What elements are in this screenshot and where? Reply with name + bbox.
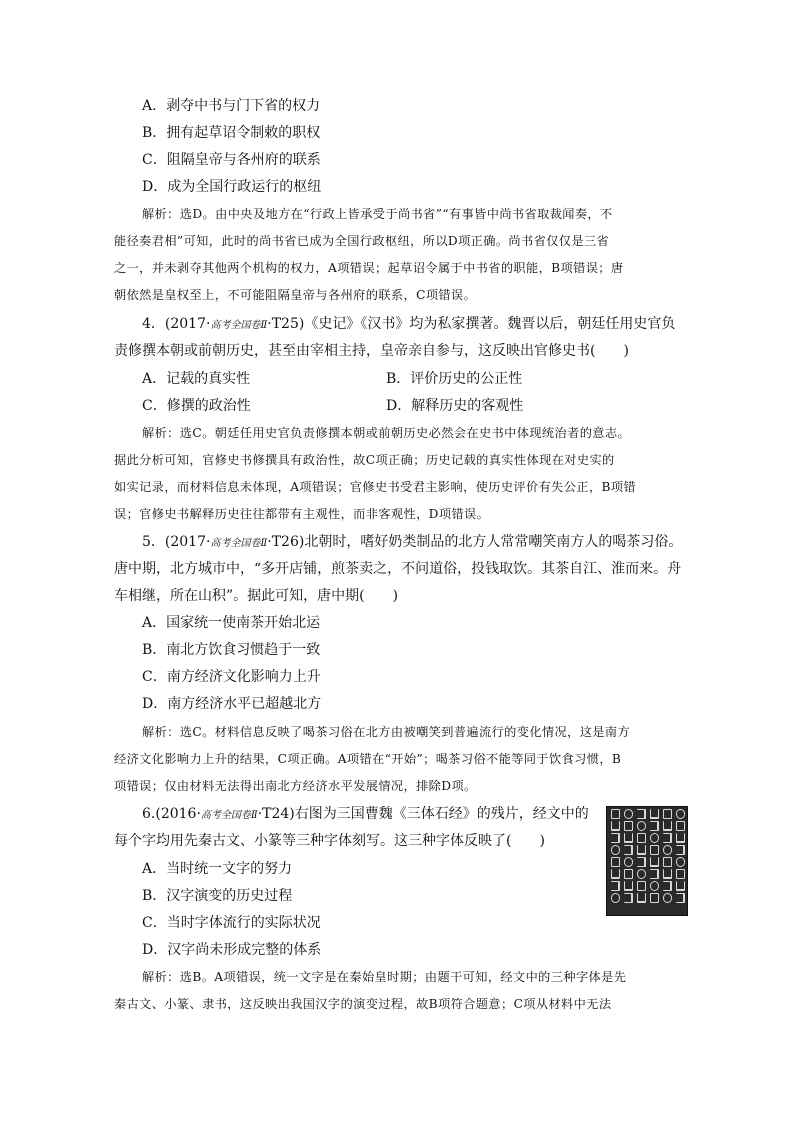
q5-option-d: D．南方经济水平已超越北方 [142,696,322,712]
rubbing-glyph [611,893,620,903]
q6-option-c: C．当时字体流行的实际状况 [142,915,321,931]
rubbing-glyph [663,893,672,903]
q4-analysis-line: 解析：选C。朝廷任用史官负责修撰本朝或前朝历史必然会在史书中体现统治者的意志。 [142,426,631,440]
q5-analysis-line: 经济文化影响力上升的结果，C项正确。A项错在“开始”；喝茶习俗不能等同于饮食习惯，B [114,752,622,766]
rubbing-glyph [624,857,633,867]
q6-option-d: D．汉字尚未形成完整的体系 [142,942,322,958]
q5-option-c: C．南方经济文化影响力上升 [142,669,321,685]
rubbing-glyph [637,845,646,855]
q3-option-a: A．剥夺中书与门下省的权力 [142,98,321,114]
rubbing-glyph [650,833,659,843]
q6-option-a: A．当时统一文字的努力 [142,861,293,877]
rubbing-glyph [650,809,659,819]
rubbing-glyph-column [662,809,673,903]
q3-analysis-line: 能径奏君相”可知，此时的尚书省已成为全国行政枢纽，所以D项正确。尚书省仅仅是三省 [114,234,610,248]
q6-option-b: B．汉字演变的历史过程 [142,888,293,904]
rubbing-glyph [676,857,685,867]
q5-stem-line: 车相继，所在山积”。据此可知，唐中期( ) [114,588,399,604]
rubbing-glyph [637,869,646,879]
rubbing-glyph [611,869,620,879]
rubbing-glyph-column [636,809,647,903]
rubbing-glyph [637,821,646,831]
rubbing-glyph [611,881,620,891]
rubbing-glyph [650,869,659,879]
rubbing-glyph [676,809,685,819]
rubbing-glyph [611,809,620,819]
q3-option-d: D．成为全国行政运行的枢纽 [142,179,322,195]
rubbing-glyph [676,833,685,843]
rubbing-glyph [650,821,659,831]
q4-option-c: C．修撰的政治性 [142,398,251,414]
question-number: 4．(2017· [142,316,211,332]
rubbing-glyph [663,833,672,843]
rubbing-glyph [624,833,633,843]
q4-stem-line: 责修撰本朝或前朝历史，甚至由宰相主持，皇帝亲自参与，这反映出官修史书( ) [114,343,629,359]
q5-analysis-line: 项错误；仅由材料无法得出南北方经济水平发展情况，排除D项。 [114,779,477,793]
rubbing-glyph [663,809,672,819]
q3-analysis-line: 朝依然是皇权至上，不可能阻隔皇帝与各州府的联系，C项错误。 [114,288,477,302]
rubbing-glyph [637,857,646,867]
question-number: 6.(2016· [142,806,201,822]
rubbing-glyph [611,857,620,867]
rubbing-glyph [663,869,672,879]
q3-option-b: B．拥有起草诏令制敕的职权 [142,125,321,141]
q5-stem-line: 唐中期，北方城市中，“多开店铺，煎茶卖之，不问道俗，投钱取饮。其茶自江、淮而来。舟 [114,561,682,577]
rubbing-glyph [624,869,633,879]
rubbing-glyph [637,893,646,903]
q6-analysis-line: 解析：选B。A项错误，统一文字是在秦始皇时期；由题干可知，经文中的三种字体是先 [142,970,627,984]
rubbing-glyph [676,869,685,879]
q4-option-d: D．解释历史的客观性 [386,398,524,414]
q6-stem-text: ·T24)右图为三国曹魏《三体石经》的残片，经文中的 [257,806,589,822]
q4-stem [142,314,675,336]
rubbing-glyph [637,881,646,891]
q4-option-a: A．记载的真实性 [142,371,251,387]
q5-analysis-line: 解析：选C。材料信息反映了喝茶习俗在北方由被嘲笑到普遍流行的变化情况，这是南方 [142,725,631,739]
rubbing-glyph [663,881,672,891]
stone-classic-rubbing-image [606,806,688,916]
rubbing-glyph [663,845,672,855]
q6-stem-line: 每个字均用先秦古文、小篆等三种字体刻写。这三种字体反映了( ) [114,833,545,849]
rubbing-glyph [663,857,672,867]
q3-analysis-line: 之一，并未剥夺其他两个机构的权力，A项错误；起草诏令属于中书省的职能，B项错误；唐 [114,261,624,275]
rubbing-glyph [676,845,685,855]
rubbing-glyph [624,821,633,831]
rubbing-glyph-column [610,809,621,903]
q5-option-b: B．南北方饮食习惯趋于一致 [142,642,321,658]
q4-analysis-line: 误；官修史书解释历史往往都带有主观性，而非客观性，D项错误。 [114,507,490,521]
q5-option-a: A．国家统一使南茶开始北运 [142,615,321,631]
rubbing-glyph [637,833,646,843]
rubbing-glyph [676,821,685,831]
rubbing-glyph [624,893,633,903]
rubbing-glyph-column [623,809,634,903]
rubbing-glyph [650,857,659,867]
q4-analysis-line: 如实记录，而材料信息未体现，A项错误；官修史书受君主影响，使历史评价有失公正，B项错 [114,480,637,494]
rubbing-glyph [676,893,685,903]
rubbing-glyph [650,845,659,855]
rubbing-glyph [650,881,659,891]
rubbing-glyph [624,809,633,819]
q6-analysis-line: 秦古文、小篆、隶书，这反映出我国汉字的演变过程，故B项符合题意；C项从材料中无法 [114,997,612,1011]
question-source: 高考全国卷Ⅱ [200,810,258,821]
question-source: 高考全国卷Ⅱ [210,320,268,331]
q5-stem-text: ·T26)北朝时，嗜好奶类制品的北方人常常嘲笑南方人的喝茶习俗。 [267,534,683,550]
question-source: 高考全国卷Ⅱ [210,538,268,549]
rubbing-glyph [624,881,633,891]
rubbing-glyph [650,893,659,903]
rubbing-glyph [637,809,646,819]
q5-stem [142,532,682,554]
q6-stem [142,804,589,826]
rubbing-glyph [624,845,633,855]
rubbing-glyph [611,833,620,843]
rubbing-glyph-column [675,809,686,903]
q3-option-c: C．阻隔皇帝与各州府的联系 [142,152,321,168]
rubbing-glyph [663,821,672,831]
rubbing-glyph [611,845,620,855]
q4-option-b: B．评价历史的公正性 [386,371,523,387]
rubbing-glyph [676,881,685,891]
question-number: 5．(2017· [142,534,211,550]
q4-analysis-line: 据此分析可知，官修史书修撰具有政治性，故C项正确；历史记载的真实性体现在对史实的 [114,453,615,467]
rubbing-glyph-column [649,809,660,903]
q3-analysis-line: 解析：选D。由中央及地方在“行政上皆承受于尚书省”“有事皆中尚书省取裁闻奏，不 [142,207,613,221]
rubbing-glyph [611,821,620,831]
q4-stem-text: ·T25)《史记》《汉书》均为私家撰著。魏晋以后，朝廷任用史官负 [267,316,676,332]
